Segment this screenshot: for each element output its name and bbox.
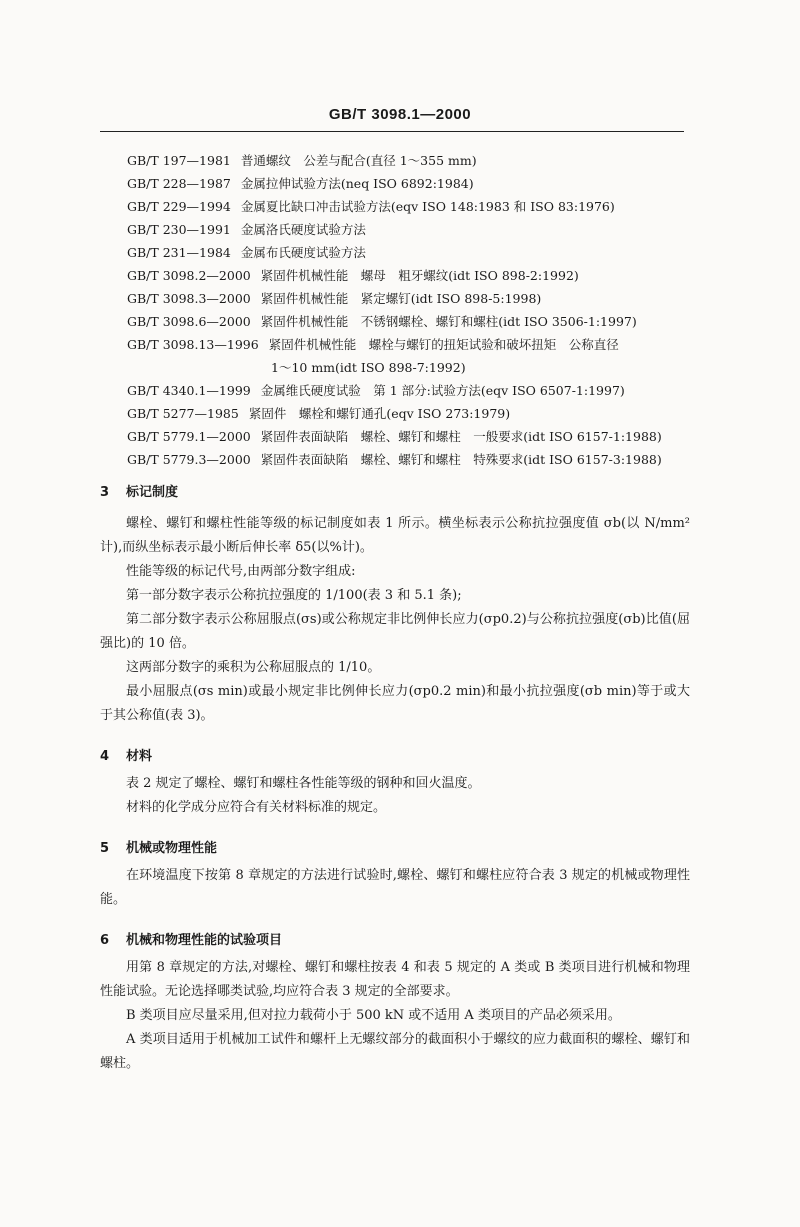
- reference-title: 紧固件表面缺陷 螺栓、螺钉和螺柱 一般要求(idt ISO 6157-1:1988): [260, 429, 662, 444]
- reference-title: 金属夏比缺口冲击试验方法(eqv ISO 148:1983 和 ISO 83:1976): [240, 199, 615, 214]
- reference-code: GB/T 229—1994: [127, 199, 231, 214]
- reference-item: [127, 402, 697, 425]
- reference-title: 金属洛氏硬度试验方法: [240, 222, 366, 237]
- reference-title: 金属拉伸试验方法(neq ISO 6892:1984): [240, 176, 474, 191]
- reference-code: GB/T 228—1987: [127, 176, 231, 191]
- paragraph: 第一部分数字表示公称抗拉强度的 1/100(表 3 和 5.1 条);: [126, 588, 462, 603]
- section-title: 材料: [126, 749, 153, 764]
- paragraph: 在环境温度下按第 8 章规定的方法进行试验时,螺栓、螺钉和螺柱应符合表 3 规定的机械或物理性能。: [100, 868, 690, 907]
- reference-code: GB/T 3098.3—2000: [127, 291, 251, 306]
- reference-code: GB/T 5779.3—2000: [127, 452, 251, 467]
- paragraph: 表 2 规定了螺栓、螺钉和螺柱各性能等级的钢种和回火温度。: [126, 776, 481, 791]
- reference-code: GB/T 197—1981: [127, 153, 231, 168]
- reference-item: [127, 425, 697, 448]
- reference-title: 普通螺纹 公差与配合(直径 1～355 mm): [240, 153, 477, 168]
- section-title: 机械和物理性能的试验项目: [126, 933, 283, 948]
- paragraph: 材料的化学成分应符合有关材料标准的规定。: [126, 800, 387, 815]
- reference-code: GB/T 4340.1—1999: [127, 383, 251, 398]
- section-title: 机械或物理性能: [126, 841, 218, 856]
- document-body: [100, 478, 690, 1076]
- section-number: 6: [100, 933, 110, 948]
- reference-code: GB/T 230—1991: [127, 222, 231, 237]
- paragraph: 性能等级的标记代号,由两部分数字组成:: [126, 564, 356, 579]
- section-heading: [100, 926, 690, 956]
- paragraph: B 类项目应尽量采用,但对拉力载荷小于 500 kN 或不适用 A 类项目的产品必须采用。: [126, 1008, 621, 1023]
- reference-item: [127, 287, 697, 310]
- paragraph: 第二部分数字表示公称屈服点(σs)或公称规定非比例伸长应力(σp0.2)与公称抗拉强度(σb)比值(屈强比)的 10 倍。: [100, 612, 690, 651]
- section-6: [100, 926, 690, 1076]
- section-number: 5: [100, 841, 110, 856]
- reference-item: [127, 195, 697, 218]
- reference-title: 金属维氏硬度试验 第 1 部分:试验方法(eqv ISO 6507-1:1997): [260, 383, 625, 398]
- reference-code: GB/T 3098.6—2000: [127, 314, 251, 329]
- section-heading: [100, 742, 690, 772]
- reference-item: [127, 241, 697, 264]
- reference-item: [127, 149, 697, 172]
- section-heading: [100, 834, 690, 864]
- paragraph: 用第 8 章规定的方法,对螺栓、螺钉和螺柱按表 4 和表 5 规定的 A 类或 B 类项目进行机械和物理性能试验。无论选择哪类试验,均应符合表 3 规定的全部要求。: [100, 960, 690, 999]
- reference-code: GB/T 3098.2—2000: [127, 268, 251, 283]
- section-number: 4: [100, 749, 110, 764]
- section-title: 标记制度: [126, 485, 179, 500]
- reference-title: 紧固件机械性能 螺母 粗牙螺纹(idt ISO 898-2:1992): [260, 268, 579, 283]
- section-number: 3: [100, 485, 110, 500]
- section-4: [100, 742, 690, 820]
- reference-item: [127, 218, 697, 241]
- reference-title-continuation: 1～10 mm(idt ISO 898-7:1992): [271, 360, 466, 375]
- paragraph: 最小屈服点(σs min)或最小规定非比例伸长应力(σp0.2 min)和最小抗拉强度(σb min)等于或大于其公称值(表 3)。: [100, 684, 690, 723]
- reference-title: 紧固件 螺栓和螺钉通孔(eqv ISO 273:1979): [248, 406, 511, 421]
- reference-item: [127, 264, 697, 287]
- reference-list: [127, 149, 697, 471]
- reference-title: 紧固件机械性能 螺栓与螺钉的扭矩试验和破坏扭矩 公称直径: [268, 337, 619, 352]
- reference-item: [127, 333, 697, 379]
- reference-title: 金属布氏硬度试验方法: [240, 245, 366, 260]
- reference-title: 紧固件机械性能 紧定螺钉(idt ISO 898-5:1998): [260, 291, 542, 306]
- paragraph: 螺栓、螺钉和螺柱性能等级的标记制度如表 1 所示。横坐标表示公称抗拉强度值 σb(以 N/mm² 计),而纵坐标表示最小断后伸长率 δ5(以%计)。: [100, 516, 690, 555]
- header-rule: [100, 131, 684, 132]
- paragraph: A 类项目适用于机械加工试件和螺杆上无螺纹部分的截面积小于螺纹的应力截面积的螺栓、螺钉和螺柱。: [100, 1032, 690, 1071]
- reference-code: GB/T 231—1984: [127, 245, 231, 260]
- page-header: GB/T 3098.1—2000: [328, 106, 472, 123]
- reference-item: [127, 448, 697, 471]
- reference-item: [127, 310, 697, 333]
- reference-item: [127, 379, 697, 402]
- reference-title: 紧固件表面缺陷 螺栓、螺钉和螺柱 特殊要求(idt ISO 6157-3:1988): [260, 452, 662, 467]
- reference-code: GB/T 5277—1985: [127, 406, 239, 421]
- reference-item: [127, 172, 697, 195]
- reference-code: GB/T 5779.1—2000: [127, 429, 251, 444]
- section-heading: [100, 478, 690, 508]
- paragraph: 这两部分数字的乘积为公称屈服点的 1/10。: [126, 660, 381, 675]
- reference-title: 紧固件机械性能 不锈钢螺栓、螺钉和螺柱(idt ISO 3506-1:1997): [260, 314, 637, 329]
- section-5: [100, 834, 690, 912]
- section-3: [100, 478, 690, 728]
- reference-code: GB/T 3098.13—1996: [127, 337, 259, 352]
